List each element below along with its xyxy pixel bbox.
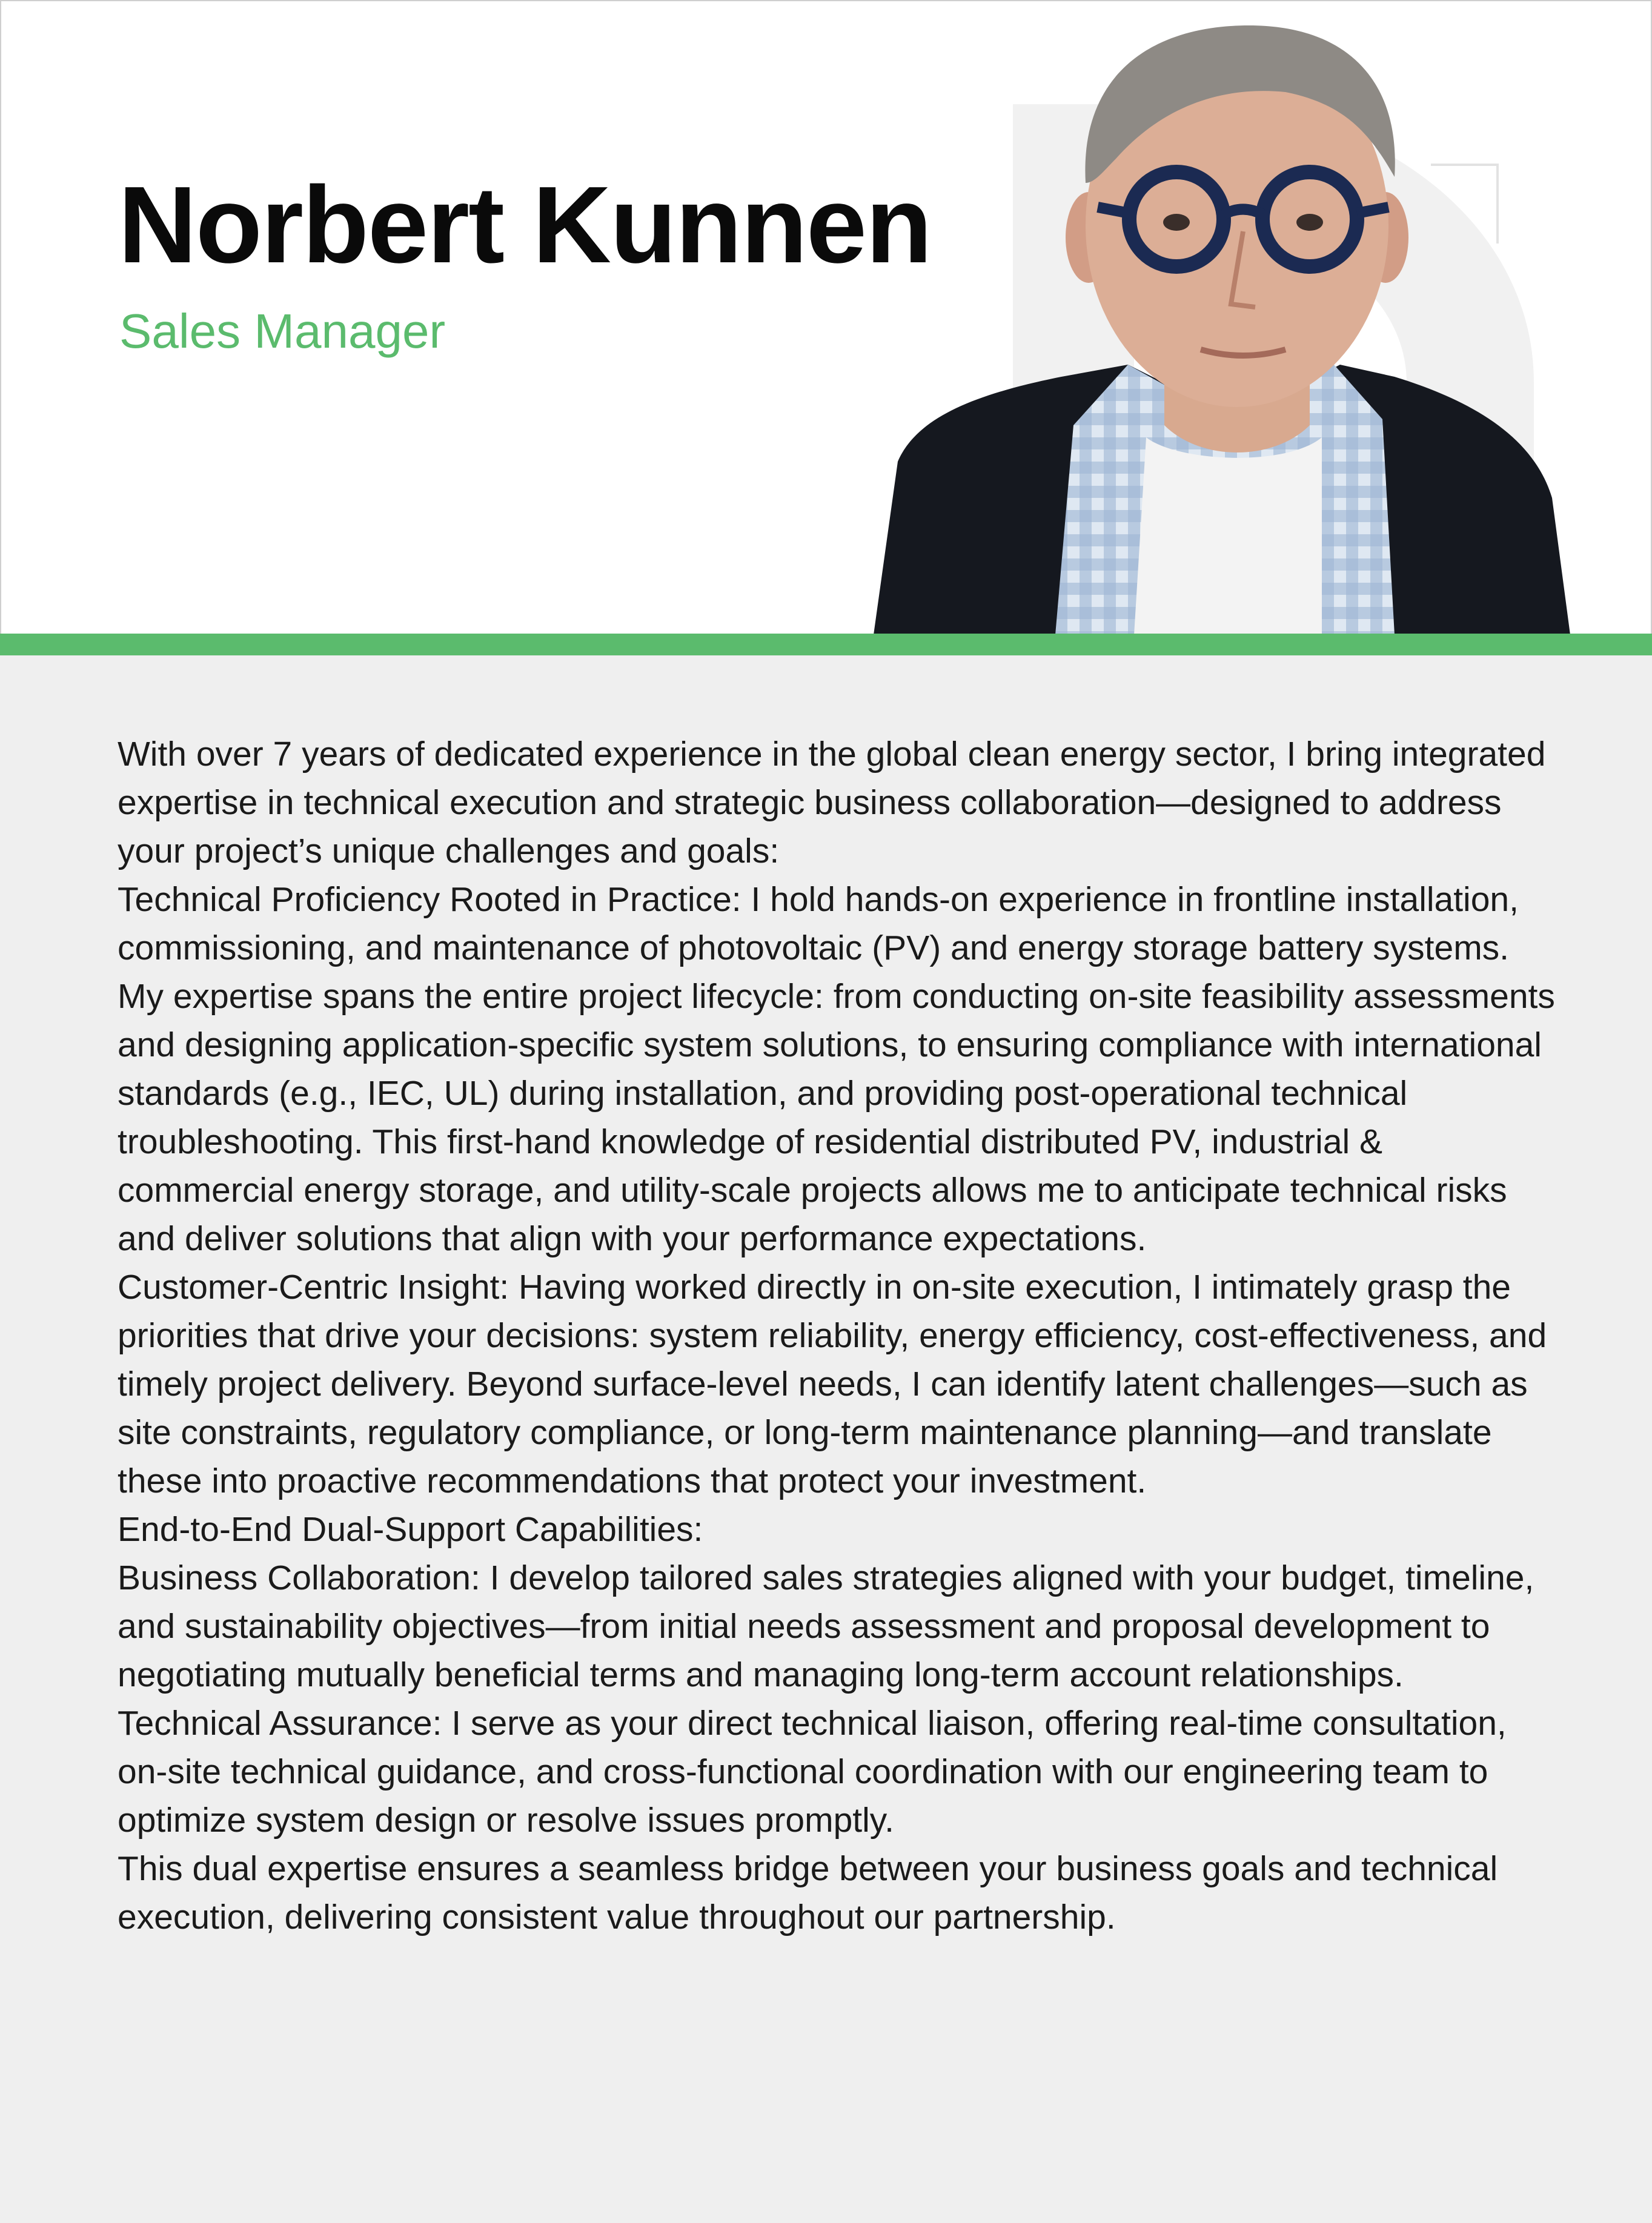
- profile-photo: [861, 1, 1576, 634]
- bio-business-collaboration: Business Collaboration: I develop tailored sales strategies aligned with your budget, timeline, and sustainability objectives—from initial needs assessment and proposal development to negotiating mutually beneficial terms and managing long-term account relationships.: [118, 1559, 1534, 1694]
- accent-divider: [0, 634, 1652, 655]
- person-name: Norbert Kunnen: [118, 164, 931, 286]
- profile-header: [0, 0, 1652, 634]
- bio-section: [0, 655, 1652, 2223]
- bio-text: [118, 730, 1559, 1941]
- bio-customer-insight: Customer-Centric Insight: Having worked directly in on-site execution, I intimately grasp the priorities that drive your decisions: system reliability, energy efficiency, cost-effectiveness, and timely project delivery. Beyond surface-level needs, I can identify latent challenges—such as site constraints, regulatory compliance, or long-term maintenance planning—and translate these into proactive recommendations that protect your investment.: [118, 1268, 1547, 1500]
- bio-technical-assurance: Technical Assurance: I serve as your direct technical liaison, offering real-time consultation, on-site technical guidance, and cross-functional coordination with our engineering team to optimize system design or resolve issues promptly.: [118, 1704, 1507, 1840]
- bio-technical-proficiency: Technical Proficiency Rooted in Practice: I hold hands-on experience in frontline installation, commissioning, and maintenance of photovoltaic (PV) and energy storage battery systems. My expertise spans the entire project lifecycle: from conducting on-site feasibility assessments and designing application-specific system solutions, to ensuring compliance with international standards (e.g., IEC, UL) during installation, and providing post-operational technical troubleshooting. This first-hand knowledge of residential distributed PV, industrial & commercial energy storage, and utility-scale projects allows me to anticipate technical risks and deliver solutions that align with your performance expectations.: [118, 880, 1555, 1258]
- bio-intro: With over 7 years of dedicated experience in the global clean energy sector, I bring integrated expertise in technical execution and strategic business collaboration—designed to address your project’s unique challenges and goals:: [118, 735, 1546, 870]
- bio-dual-support-heading: End-to-End Dual-Support Capabilities:: [118, 1510, 703, 1549]
- person-title: Sales Manager: [119, 304, 446, 358]
- bio-closing: This dual expertise ensures a seamless bridge between your business goals and technical execution, delivering consistent value throughout our partnership.: [118, 1849, 1498, 1936]
